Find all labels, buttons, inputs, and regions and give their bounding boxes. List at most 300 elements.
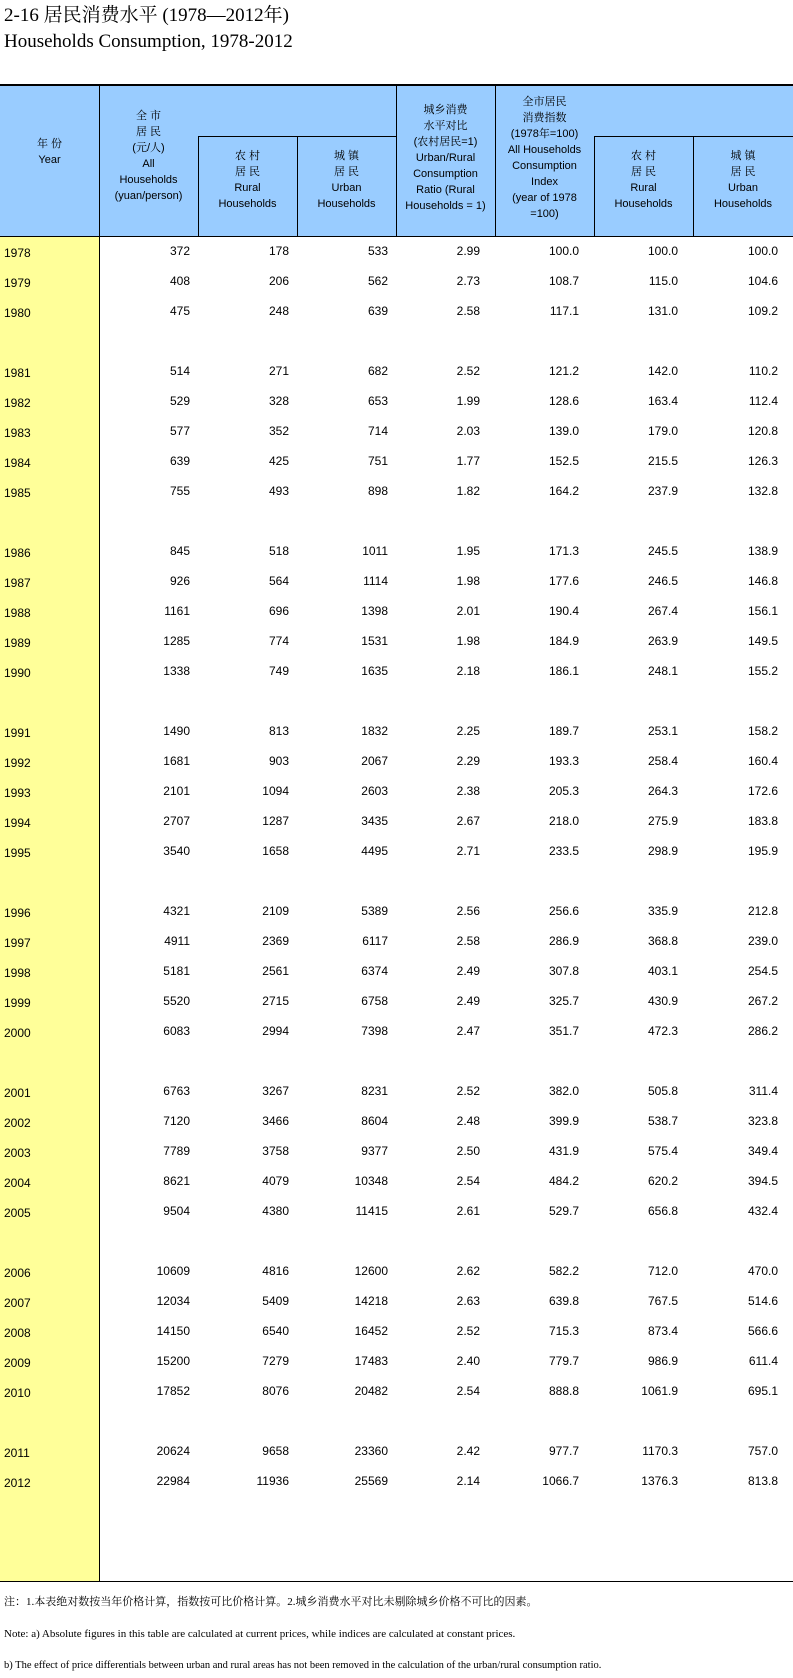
cell-ratio: 2.14 — [456, 1474, 480, 1488]
table-row — [0, 1170, 793, 1192]
cell-index-rural: 430.9 — [647, 994, 678, 1008]
cell-rural: 4380 — [262, 1204, 289, 1218]
cell-year: 2012 — [4, 1476, 31, 1490]
header-year-cn: 年 份 — [36, 138, 63, 150]
cell-index-urban: 110.2 — [748, 364, 778, 378]
cell-year: 1980 — [4, 306, 31, 320]
cell-all-households: 7789 — [163, 1144, 190, 1158]
grid-line — [198, 136, 396, 137]
cell-index-rural: 263.9 — [647, 634, 678, 648]
cell-ratio: 2.62 — [456, 1264, 480, 1278]
cell-urban: 898 — [367, 484, 388, 498]
cell-index-urban: 566.6 — [747, 1324, 778, 1338]
cell-index-all: 779.7 — [548, 1354, 579, 1368]
cell-urban: 639 — [367, 304, 388, 318]
header-line: Rural — [234, 182, 261, 194]
cell-ratio: 2.47 — [456, 1024, 480, 1038]
cell-urban: 23360 — [354, 1444, 388, 1458]
cell-rural: 1094 — [262, 784, 289, 798]
table-row — [0, 270, 793, 292]
cell-index-urban: 160.4 — [747, 754, 778, 768]
cell-index-rural: 767.5 — [647, 1294, 678, 1308]
cell-index-rural: 335.9 — [647, 904, 678, 918]
cell-index-rural: 275.9 — [647, 814, 678, 828]
cell-index-all: 190.4 — [548, 604, 579, 618]
cell-ratio: 2.25 — [456, 724, 480, 738]
cell-index-all: 1066.7 — [542, 1474, 579, 1488]
cell-rural: 774 — [268, 634, 289, 648]
cell-index-urban: 323.8 — [747, 1114, 778, 1128]
cell-index-rural: 258.4 — [647, 754, 678, 768]
cell-index-urban: 155.2 — [747, 664, 778, 678]
header-line: Index — [531, 176, 558, 188]
cell-rural: 493 — [268, 484, 289, 498]
cell-index-urban: 109.2 — [747, 304, 778, 318]
page-title-chinese: 2-16 居民消费水平 (1978—2012年) — [4, 5, 289, 26]
cell-all-households: 15200 — [156, 1354, 190, 1368]
cell-all-households: 755 — [169, 484, 190, 498]
cell-urban: 682 — [367, 364, 388, 378]
cell-index-rural: 253.1 — [647, 724, 678, 738]
cell-ratio: 2.52 — [456, 1324, 480, 1338]
header-line: 居 民 — [135, 126, 162, 138]
cell-rural: 352 — [268, 424, 289, 438]
cell-year: 1987 — [4, 576, 31, 590]
cell-ratio: 2.40 — [456, 1354, 480, 1368]
cell-index-rural: 264.3 — [647, 784, 678, 798]
cell-rural: 518 — [268, 544, 289, 558]
cell-urban: 5389 — [361, 904, 388, 918]
table-row — [0, 420, 793, 442]
cell-ratio: 2.63 — [456, 1294, 480, 1308]
cell-year: 1998 — [4, 966, 31, 980]
cell-index-rural: 620.2 — [647, 1174, 678, 1188]
header-consumption-index — [495, 94, 594, 222]
cell-rural: 1658 — [262, 844, 289, 858]
cell-index-rural: 298.9 — [647, 844, 678, 858]
cell-urban: 11415 — [355, 1204, 388, 1218]
cell-year: 2007 — [4, 1296, 31, 1310]
cell-index-all: 286.9 — [548, 934, 579, 948]
cell-urban: 3435 — [361, 814, 388, 828]
cell-index-rural: 505.8 — [647, 1084, 678, 1098]
table-row — [0, 900, 793, 922]
cell-index-all: 399.9 — [548, 1114, 579, 1128]
cell-index-rural: 873.4 — [647, 1324, 678, 1338]
cell-index-rural: 368.8 — [647, 934, 678, 948]
cell-index-all: 139.0 — [548, 424, 579, 438]
cell-index-urban: 432.4 — [747, 1204, 778, 1218]
cell-ratio: 2.50 — [456, 1144, 480, 1158]
cell-index-all: 128.6 — [548, 394, 579, 408]
cell-index-rural: 472.3 — [647, 1024, 678, 1038]
cell-ratio: 2.67 — [456, 814, 480, 828]
cell-all-households: 2707 — [163, 814, 190, 828]
cell-urban: 562 — [367, 274, 388, 288]
cell-ratio: 2.56 — [456, 904, 480, 918]
cell-year: 1992 — [4, 756, 31, 770]
cell-year: 1993 — [4, 786, 31, 800]
table-row — [0, 570, 793, 592]
header-line: 水平对比 — [423, 120, 468, 132]
cell-urban: 1011 — [362, 544, 388, 558]
cell-rural: 248 — [268, 304, 289, 318]
cell-rural: 2994 — [262, 1024, 289, 1038]
cell-index-urban: 126.3 — [747, 454, 778, 468]
header-line: (yuan/person) — [114, 190, 183, 202]
header-line: 全 市 — [135, 110, 162, 122]
table-row — [0, 1080, 793, 1102]
table-bottom-rule — [0, 1581, 793, 1582]
cell-index-all: 152.5 — [548, 454, 579, 468]
cell-all-households: 20624 — [156, 1444, 190, 1458]
header-line: Consumption — [512, 160, 577, 172]
cell-index-urban: 156.1 — [747, 604, 778, 618]
cell-index-all: 184.9 — [548, 634, 579, 648]
cell-index-all: 888.8 — [548, 1384, 579, 1398]
cell-index-all: 307.8 — [548, 964, 579, 978]
cell-index-urban: 394.5 — [747, 1174, 778, 1188]
cell-year: 1979 — [4, 276, 31, 290]
cell-all-households: 7120 — [163, 1114, 190, 1128]
cell-urban: 653 — [367, 394, 388, 408]
cell-year: 1982 — [4, 396, 31, 410]
cell-index-rural: 237.9 — [647, 484, 678, 498]
table-row — [0, 1380, 793, 1402]
cell-index-all: 715.3 — [548, 1324, 579, 1338]
cell-index-rural: 115.0 — [648, 274, 678, 288]
cell-ratio: 2.71 — [456, 844, 480, 858]
cell-index-urban: 104.6 — [747, 274, 778, 288]
page-title-english: Households Consumption, 1978-2012 — [4, 31, 293, 52]
cell-rural: 9658 — [262, 1444, 289, 1458]
cell-index-urban: 813.8 — [747, 1474, 778, 1488]
header-line: 消费指数 — [522, 112, 567, 124]
cell-all-households: 514 — [169, 364, 190, 378]
table-row — [0, 540, 793, 562]
cell-all-households: 577 — [169, 424, 190, 438]
cell-rural: 3758 — [262, 1144, 289, 1158]
header-line: 全市居民 — [522, 96, 567, 108]
cell-index-rural: 142.0 — [647, 364, 678, 378]
cell-urban: 4495 — [361, 844, 388, 858]
cell-year: 2006 — [4, 1266, 31, 1280]
cell-rural: 813 — [268, 724, 289, 738]
cell-index-rural: 656.8 — [647, 1204, 678, 1218]
cell-index-rural: 215.5 — [647, 454, 678, 468]
header-line: =100) — [530, 208, 559, 220]
cell-rural: 178 — [268, 244, 289, 258]
cell-all-households: 6083 — [163, 1024, 190, 1038]
cell-index-urban: 212.8 — [747, 904, 778, 918]
cell-index-urban: 514.6 — [747, 1294, 778, 1308]
cell-index-all: 177.6 — [548, 574, 579, 588]
cell-ratio: 2.54 — [456, 1384, 480, 1398]
cell-index-all: 164.2 — [548, 484, 579, 498]
cell-index-all: 205.3 — [548, 784, 579, 798]
cell-ratio: 2.99 — [456, 244, 480, 258]
cell-urban: 1114 — [363, 574, 388, 588]
cell-year: 1991 — [4, 726, 31, 740]
cell-all-households: 17852 — [156, 1384, 190, 1398]
cell-all-households: 408 — [169, 274, 190, 288]
cell-urban: 2067 — [361, 754, 388, 768]
header-line: (1978年=100) — [510, 128, 579, 140]
table-row — [0, 240, 793, 262]
cell-urban: 2603 — [361, 784, 388, 798]
cell-index-all: 218.0 — [548, 814, 579, 828]
cell-rural: 2715 — [262, 994, 289, 1008]
header-all-households — [99, 108, 198, 204]
cell-rural: 696 — [268, 604, 289, 618]
cell-ratio: 2.49 — [456, 994, 480, 1008]
header-line: Households — [119, 174, 178, 186]
cell-all-households: 14150 — [156, 1324, 190, 1338]
cell-ratio: 2.58 — [456, 934, 480, 948]
table-row — [0, 630, 793, 652]
cell-year: 2008 — [4, 1326, 31, 1340]
cell-urban: 25569 — [354, 1474, 388, 1488]
header-line: Households — [317, 198, 376, 210]
cell-all-households: 1285 — [163, 634, 190, 648]
cell-ratio: 2.49 — [456, 964, 480, 978]
cell-all-households: 926 — [169, 574, 190, 588]
cell-ratio: 2.38 — [456, 784, 480, 798]
header-line: Consumption — [413, 168, 478, 180]
cell-ratio: 1.99 — [456, 394, 480, 408]
cell-index-urban: 470.0 — [747, 1264, 778, 1278]
cell-rural: 903 — [268, 754, 289, 768]
note-chinese: 注：1.本表绝对数按当年价格计算，指数按可比价格计算。2.城乡消费水平对比未剔除城乡价格不可比的因素。 — [4, 1596, 538, 1608]
cell-index-rural: 986.9 — [647, 1354, 678, 1368]
table-row — [0, 1440, 793, 1462]
table-row — [0, 930, 793, 952]
cell-index-urban: 611.4 — [748, 1354, 778, 1368]
table-row — [0, 660, 793, 682]
cell-index-rural: 1170.3 — [642, 1444, 678, 1458]
cell-index-urban: 195.9 — [747, 844, 778, 858]
table-row — [0, 1290, 793, 1312]
cell-all-households: 9504 — [163, 1204, 190, 1218]
cell-ratio: 2.03 — [456, 424, 480, 438]
cell-index-all: 100.0 — [548, 244, 579, 258]
cell-index-rural: 403.1 — [647, 964, 678, 978]
header-line: 城乡消费 — [423, 104, 468, 116]
note-b: b) The effect of price differentials between urban and rural areas has not been removed in the calculation of the urban/rural consumption ratio. — [4, 1660, 602, 1671]
cell-index-urban: 254.5 — [747, 964, 778, 978]
cell-rural: 2109 — [262, 904, 289, 918]
cell-index-urban: 286.2 — [747, 1024, 778, 1038]
cell-index-rural: 246.5 — [647, 574, 678, 588]
cell-index-all: 529.7 — [548, 1204, 579, 1218]
cell-ratio: 1.98 — [456, 574, 480, 588]
cell-ratio: 2.58 — [456, 304, 480, 318]
header-line: 居 民 — [630, 166, 657, 178]
cell-all-households: 12034 — [156, 1294, 190, 1308]
cell-rural: 206 — [268, 274, 289, 288]
cell-year: 1981 — [4, 366, 31, 380]
cell-year: 2000 — [4, 1026, 31, 1040]
cell-index-rural: 267.4 — [647, 604, 678, 618]
table-row — [0, 1020, 793, 1042]
header-line: 农 村 — [234, 150, 261, 162]
header-index-rural — [594, 148, 693, 212]
cell-urban: 714 — [367, 424, 388, 438]
cell-ratio: 1.98 — [456, 634, 480, 648]
cell-index-rural: 1376.3 — [641, 1474, 678, 1488]
table-row — [0, 750, 793, 772]
cell-index-all: 382.0 — [548, 1084, 579, 1098]
table-row — [0, 720, 793, 742]
cell-index-all: 639.8 — [548, 1294, 579, 1308]
header-year-en: Year — [38, 154, 61, 166]
cell-all-households: 1161 — [164, 604, 190, 618]
table-row — [0, 1200, 793, 1222]
cell-urban: 6117 — [362, 934, 388, 948]
note-a: Note: a) Absolute figures in this table are calculated at current prices, while indices are calculated at constant prices. — [4, 1628, 516, 1640]
cell-rural: 3466 — [262, 1114, 289, 1128]
table-row — [0, 480, 793, 502]
cell-ratio: 2.52 — [456, 1084, 480, 1098]
cell-urban: 1531 — [361, 634, 388, 648]
cell-year: 2005 — [4, 1206, 31, 1220]
cell-ratio: 1.82 — [456, 484, 480, 498]
cell-index-rural: 163.4 — [647, 394, 678, 408]
table-row — [0, 1470, 793, 1492]
cell-urban: 14218 — [354, 1294, 388, 1308]
cell-all-households: 639 — [169, 454, 190, 468]
cell-urban: 8604 — [361, 1114, 388, 1128]
cell-urban: 20482 — [354, 1384, 388, 1398]
cell-index-urban: 138.9 — [747, 544, 778, 558]
cell-ratio: 2.73 — [456, 274, 480, 288]
header-year — [0, 136, 99, 168]
cell-year: 2004 — [4, 1176, 31, 1190]
cell-index-urban: 172.6 — [747, 784, 778, 798]
header-line: Households — [614, 198, 673, 210]
cell-all-households: 1490 — [163, 724, 190, 738]
cell-index-rural: 712.0 — [647, 1264, 678, 1278]
cell-year: 1984 — [4, 456, 31, 470]
header-line: 居 民 — [333, 166, 360, 178]
cell-year: 1997 — [4, 936, 31, 950]
cell-urban: 12600 — [354, 1264, 388, 1278]
cell-rural: 749 — [268, 664, 289, 678]
table-row — [0, 780, 793, 802]
cell-index-all: 256.6 — [548, 904, 579, 918]
cell-urban: 16452 — [354, 1324, 388, 1338]
cell-index-rural: 131.0 — [647, 304, 678, 318]
cell-all-households: 475 — [169, 304, 190, 318]
cell-index-urban: 311.4 — [748, 1084, 778, 1098]
cell-urban: 6758 — [361, 994, 388, 1008]
table-row — [0, 810, 793, 832]
cell-year: 1983 — [4, 426, 31, 440]
header-line: (农村居民=1) — [413, 136, 478, 148]
header-index-urban — [693, 148, 793, 212]
cell-ratio: 2.61 — [456, 1204, 480, 1218]
cell-rural: 6540 — [262, 1324, 289, 1338]
cell-urban: 1398 — [361, 604, 388, 618]
cell-year: 2009 — [4, 1356, 31, 1370]
cell-rural: 7279 — [262, 1354, 289, 1368]
header-line: 农 村 — [630, 150, 657, 162]
cell-year: 2003 — [4, 1146, 31, 1160]
cell-rural: 2369 — [262, 934, 289, 948]
cell-rural: 425 — [268, 454, 289, 468]
cell-index-urban: 267.2 — [747, 994, 778, 1008]
cell-index-urban: 100.0 — [747, 244, 778, 258]
cell-year: 1995 — [4, 846, 31, 860]
cell-year: 1990 — [4, 666, 31, 680]
cell-index-urban: 132.8 — [747, 484, 778, 498]
table-row — [0, 1320, 793, 1342]
cell-year: 1986 — [4, 546, 31, 560]
cell-all-households: 1338 — [163, 664, 190, 678]
cell-all-households: 372 — [169, 244, 190, 258]
cell-rural: 11936 — [256, 1474, 289, 1488]
cell-index-all: 582.2 — [548, 1264, 579, 1278]
cell-index-rural: 538.7 — [647, 1114, 678, 1128]
cell-index-all: 351.7 — [548, 1024, 579, 1038]
cell-ratio: 1.77 — [456, 454, 480, 468]
cell-urban: 10348 — [354, 1174, 388, 1188]
cell-rural: 564 — [268, 574, 289, 588]
header-bottom-rule — [0, 236, 793, 237]
cell-index-all: 108.7 — [548, 274, 579, 288]
header-line: Urban/Rural — [415, 152, 476, 164]
cell-index-all: 171.3 — [548, 544, 579, 558]
header-line: (元/人) — [132, 142, 165, 154]
cell-all-households: 2101 — [163, 784, 190, 798]
cell-index-all: 977.7 — [548, 1444, 579, 1458]
cell-ratio: 2.01 — [456, 604, 480, 618]
cell-year: 2011 — [4, 1446, 30, 1460]
cell-all-households: 5520 — [163, 994, 190, 1008]
cell-year: 1985 — [4, 486, 31, 500]
cell-index-urban: 239.0 — [747, 934, 778, 948]
cell-all-households: 22984 — [156, 1474, 190, 1488]
table-row — [0, 840, 793, 862]
cell-urban: 1635 — [361, 664, 388, 678]
cell-rural: 2561 — [262, 964, 289, 978]
table-row — [0, 360, 793, 382]
cell-rural: 8076 — [262, 1384, 289, 1398]
cell-index-all: 233.5 — [548, 844, 579, 858]
cell-urban: 1832 — [361, 724, 388, 738]
table-row — [0, 450, 793, 472]
header-line: Urban — [331, 182, 362, 194]
cell-all-households: 5181 — [163, 964, 190, 978]
header-line: Rural — [630, 182, 657, 194]
cell-rural: 3267 — [262, 1084, 289, 1098]
cell-all-households: 529 — [169, 394, 190, 408]
cell-index-urban: 120.8 — [747, 424, 778, 438]
table-row — [0, 1350, 793, 1372]
cell-index-all: 484.2 — [548, 1174, 579, 1188]
cell-urban: 17483 — [354, 1354, 388, 1368]
cell-urban: 7398 — [361, 1024, 388, 1038]
cell-rural: 4079 — [262, 1174, 289, 1188]
cell-rural: 1287 — [262, 814, 289, 828]
cell-ratio: 1.95 — [456, 544, 480, 558]
cell-ratio: 2.54 — [456, 1174, 480, 1188]
header-line: 居 民 — [730, 166, 756, 178]
header-line: Urban — [728, 182, 758, 194]
cell-year: 1996 — [4, 906, 31, 920]
header-line: Ratio (Rural — [416, 184, 475, 196]
table-row — [0, 600, 793, 622]
